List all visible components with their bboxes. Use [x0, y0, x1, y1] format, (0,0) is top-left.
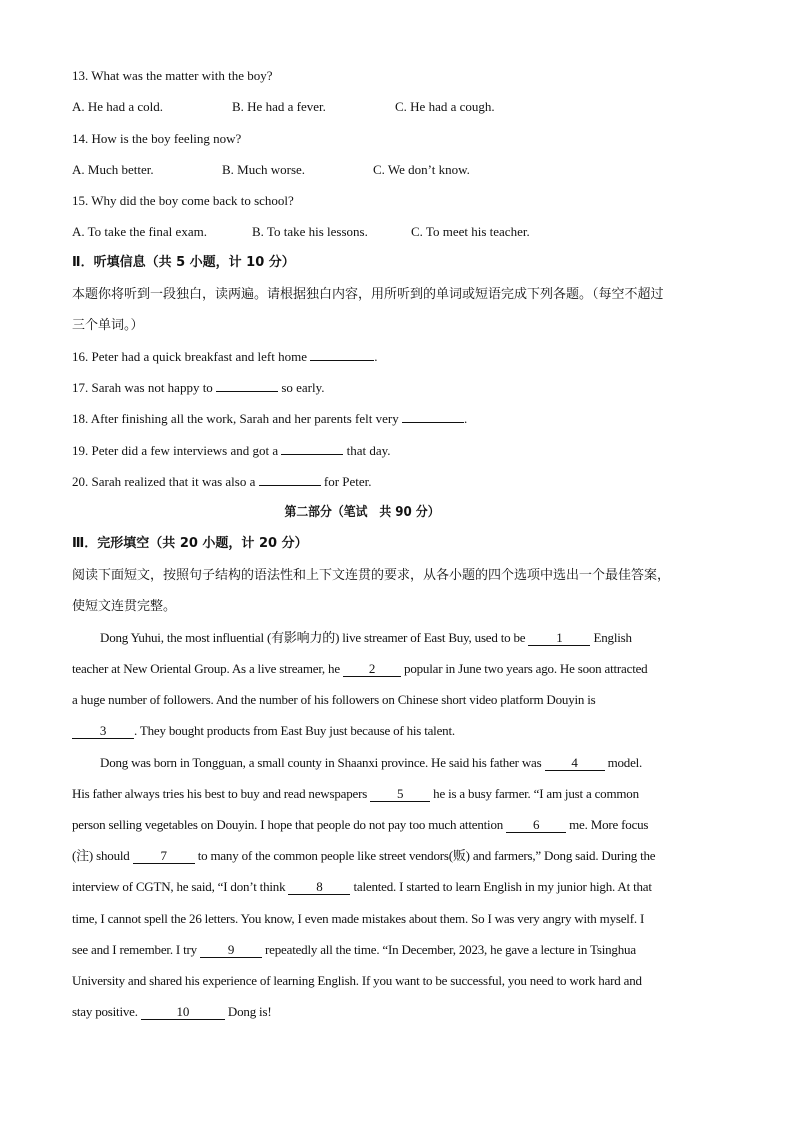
passage-line: 3 . They bought products from East Buy just because of his talent. [72, 723, 455, 739]
question-13: 13. What was the matter with the boy? [72, 68, 273, 83]
passage-line: time, I cannot spell the 26 letters. You know, I even made mistakes about them. So I was very angry with myself. I [72, 911, 645, 926]
cloze-blank-3[interactable]: 3 [72, 724, 134, 739]
passage-line: person selling vegetables on Douyin. I hope that people do not pay too much attention 6 me. More focus [72, 817, 649, 832]
passage-line: Dong Yuhui, the most influential (有影响力的) live streamer of East Buy, used to be 1 English [100, 630, 632, 645]
answer-blank-19[interactable] [281, 454, 343, 455]
option-15b: B. To take his lessons. [252, 224, 368, 239]
passage-line: teacher at New Oriental Group. As a live streamer, he 2 popular in June two years ago. He soon attracted [72, 661, 648, 676]
cloze-blank-10[interactable]: 10 [141, 1005, 225, 1020]
passage-line: University and shared his experience of learning English. If you want to be successful, you need to work hard and [72, 973, 642, 988]
part-2-title: 第二部分（笔试 共 90 分） [284, 505, 440, 520]
cloze-blank-5[interactable]: 5 [370, 787, 430, 802]
question-14: 14. How is the boy feeling now? [72, 131, 242, 146]
passage-line: stay positive. 10 Dong is! [72, 1004, 272, 1019]
section-2-instructions-cont: 三个单词。） [72, 318, 144, 333]
fill-item-16: 16. Peter had a quick breakfast and left home . [72, 349, 378, 364]
section-2-instructions: 本题你将听到一段独白，读两遍。请根据独白内容，用所听到的单词或短语完成下列各题。（每空不超过 [72, 287, 664, 302]
fill-item-17: 17. Sarah was not happy to so early. [72, 380, 325, 395]
cloze-blank-1[interactable]: 1 [528, 631, 590, 646]
question-15: 15. Why did the boy come back to school? [72, 193, 294, 208]
fill-item-20: 20. Sarah realized that it was also a for Peter. [72, 474, 372, 489]
answer-blank-16[interactable] [310, 360, 374, 361]
passage-line: His father always tries his best to buy and read newspapers 5 he is a busy farmer. “I am just a common [72, 786, 639, 801]
answer-blank-17[interactable] [216, 391, 278, 392]
cloze-blank-6[interactable]: 6 [506, 818, 566, 833]
option-14c: C. We don’t know. [373, 162, 470, 177]
option-13b: B. He had a fever. [232, 99, 326, 114]
section-2-heading: Ⅱ．听填信息（共 5 小题，计 10 分） [72, 255, 295, 270]
option-14b: B. Much worse. [222, 162, 306, 177]
passage-line: Dong was born in Tongguan, a small county in Shaanxi province. He said his father was 4 model. [100, 755, 643, 770]
passage-line: interview of CGTN, he said, “I don’t think 8 talented. I started to learn English in my junior high. At that [72, 879, 652, 894]
fill-item-19: 19. Peter did a few interviews and got a that day. [72, 443, 391, 458]
option-15a: A. To take the final exam. [72, 224, 207, 239]
option-15c: C. To meet his teacher. [411, 224, 530, 239]
cloze-blank-2[interactable]: 2 [343, 662, 401, 677]
cloze-blank-9[interactable]: 9 [200, 943, 262, 958]
passage-line: (注) should 7 to many of the common people like street vendors(贩) and farmers,” Dong said. During the [72, 848, 656, 863]
cloze-blank-7[interactable]: 7 [133, 849, 195, 864]
option-13c: C. He had a cough. [395, 99, 495, 114]
cloze-blank-8[interactable]: 8 [288, 880, 350, 895]
passage-line: a huge number of followers. And the number of his followers on Chinese short video platform Douyin is [72, 692, 596, 707]
cloze-blank-4[interactable]: 4 [545, 756, 605, 771]
answer-blank-20[interactable] [259, 485, 321, 486]
option-14a: A. Much better. [72, 162, 154, 177]
passage-line: see and I remember. I try 9 repeatedly all the time. “In December, 2023, he gave a lecture in Tsinghua [72, 942, 636, 957]
fill-item-18: 18. After finishing all the work, Sarah and her parents felt very . [72, 411, 468, 426]
section-3-heading: Ⅲ．完形填空（共 20 小题，计 20 分） [72, 536, 308, 551]
section-3-instructions: 阅读下面短文，按照句子结构的语法性和上下文连贯的要求，从各小题的四个选项中选出一个最佳答案， [72, 568, 671, 583]
answer-blank-18[interactable] [402, 422, 464, 423]
section-3-instructions-cont: 使短文连贯完整。 [72, 599, 177, 614]
option-13a: A. He had a cold. [72, 99, 163, 114]
